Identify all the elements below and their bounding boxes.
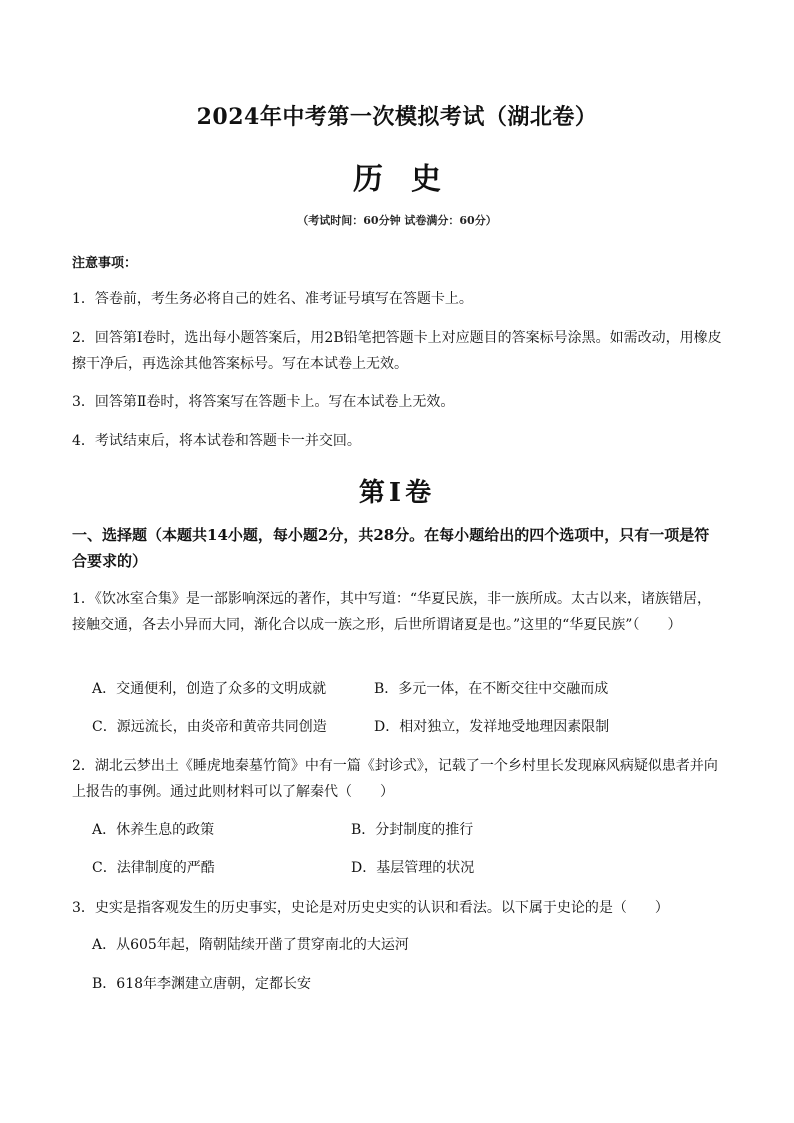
question-2-option-c: C．法律制度的严酷 <box>92 860 215 876</box>
subject-title: 历史 <box>353 162 469 197</box>
section-heading: 第I卷 <box>358 478 436 508</box>
question-stem-2: 2．湖北云梦出土《睡虎地秦墓竹简》中有一篇《封诊式》，记载了一个乡村里长发现麻风病疑似患者并向上报告的事例。通过此则材料可以了解秦代（ ） <box>72 758 718 800</box>
question-1-option-a: A．交通便利，创造了众多的文明成就 <box>92 681 327 697</box>
exam-info: （考试时间：60分钟 试卷满分：60分） <box>297 214 497 227</box>
question-1-option-d: D．相对独立，发祥地受地理因素限制 <box>374 719 610 735</box>
note-item: 3．回答第Ⅱ卷时，将答案写在答题卡上。写在本试卷上无效。 <box>72 394 455 410</box>
question-2-option-b: B．分封制度的推行 <box>351 822 474 838</box>
exam-title: 2024年中考第一次模拟考试（湖北卷） <box>196 104 598 130</box>
note-item: 4．考试结束后，将本试卷和答题卡一并交回。 <box>72 433 361 449</box>
question-stem-3: 3．史实是指客观发生的历史事实，史论是对历史史实的认识和看法。以下属于史论的是（ ） <box>72 900 669 916</box>
question-2-option-a: A．休养生息的政策 <box>92 822 215 838</box>
question-3-option-b: B．618年李渊建立唐朝，定都长安 <box>92 976 312 992</box>
question-1-option-b: B．多元一体，在不断交往中交融而成 <box>374 681 609 697</box>
question-stem-1: 1．《饮冰室合集》是一部影响深远的著作，其中写道：“华夏民族，非一族所成。太古以来，诸族错居，接触交通，各去小异而大同，渐化合以成一族之形，后世所谓诸夏是也。”这里的“华夏民族”（ ） <box>72 591 712 633</box>
note-item: 1．答卷前，考生务必将自己的姓名、准考证号填写在答题卡上。 <box>72 291 473 307</box>
question-1-option-c: C．源远流长，由炎帝和黄帝共同创造 <box>92 719 327 735</box>
question-3-option-a: A．从605年起，隋朝陆续开凿了贯穿南北的大运河 <box>92 937 409 953</box>
question-2-option-d: D．基层管理的状况 <box>351 860 475 876</box>
note-item: 2．回答第Ⅰ卷时，选出每小题答案后，用2B铅笔把答题卡上对应题目的答案标号涂黑。如需改动，用橡皮擦干净后，再选涂其他答案标号。写在本试卷上无效。 <box>72 330 722 372</box>
notes-title: 注意事项： <box>72 256 138 271</box>
part-intro: 一、选择题（本题共14小题，每小题2分，共28分。在每小题给出的四个选项中，只有一项是符合要求的） <box>72 526 710 570</box>
